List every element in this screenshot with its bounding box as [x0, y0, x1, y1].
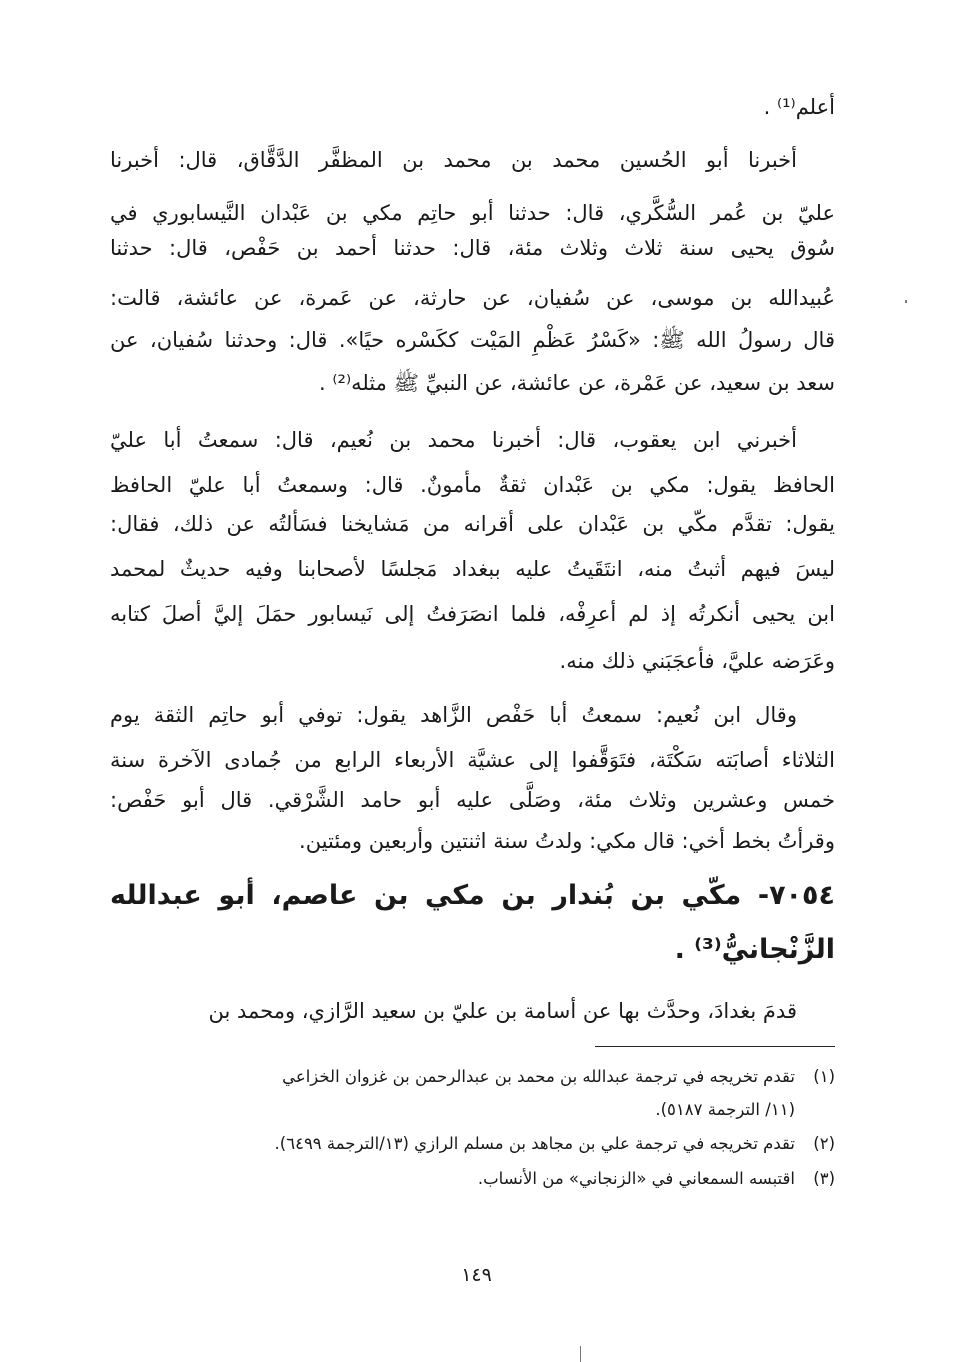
- footnote: [110, 1131, 835, 1157]
- text-line: وقرأتُ بخط أخي: قال مكي: ولدتُ سنة اثنتين وأربعين ومئتين.: [299, 829, 835, 853]
- text-line: أعلم⁽¹⁾ .: [763, 95, 835, 119]
- text-line: الثلاثاء أصابَته سَكْتَة، فتَوَقَّفوا إلى عشيَّة الأربعاء الرابع من جُمادى الآخرة سنة: [110, 748, 835, 772]
- footnote-number: (٢): [813, 1134, 835, 1153]
- footnote-text: اقتبسه السمعاني في «الزنجاني» من الأنساب.: [477, 1169, 795, 1188]
- text-line: وقال ابن نُعيم: سمعتُ أبا حَفْص الزَّاهد يقول: توفي أبو حاتِم الثقة يوم: [110, 703, 797, 727]
- text-line: أخبرني ابن يعقوب، قال: أخبرنا محمد بن نُعيم، قال: سمعتُ أبا عليّ: [110, 428, 797, 452]
- footnote-separator: [595, 1046, 835, 1047]
- text-line: خمس وعشرين وثلاث مئة، وصَلَّى عليه أبو حامد الشَّرْقي. قال أبو حَفْص:: [110, 788, 835, 812]
- text-line: قال رسولُ الله ﷺ: «كَسْرُ عَظْمِ المَيْت ككَسْره حيًا». قال: وحدثنا سُفيان، عن: [110, 328, 835, 352]
- text-line: ليسَ فيهم أثبتُ منه، انتَقَيتُ عليه ببغداد مَجلسًا لأصحابنا وفيه حديثٌ لمحمد: [110, 557, 835, 581]
- footnote: [110, 1166, 835, 1192]
- text-line: سُوق يحيى سنة ثلاث وثلاث مئة، قال: حدثنا أحمد بن حَفْص، قال: حدثنا: [110, 236, 835, 260]
- scan-speck: [905, 300, 907, 303]
- text-line: الحافظ يقول: مكي بن عَبْدان ثقةٌ مأمونٌ. قال: وسمعتُ أبا عليّ الحافظ: [110, 473, 835, 497]
- text-line: وعَرَضه عليَّ، فأعجَبَني ذلك منه.: [559, 649, 835, 673]
- text-line: عليّ بن عُمر السُّكَّري، قال: حدثنا أبو حاتِم مكي بن عَبْدان النَّيسابوري في: [110, 201, 835, 225]
- entry-heading: ٧٠٥٤- مكّي بن بُندار بن مكي بن عاصم، أبو عبدالله: [110, 880, 835, 911]
- footnote-continuation: (١١/ الترجمة ٥١٨٧).: [655, 1100, 795, 1119]
- book-page: [110, 88, 835, 1348]
- page-number: ١٤٩: [461, 1264, 492, 1286]
- footnote-number: (١): [813, 1067, 835, 1086]
- text-line: سعد بن سعيد، عن عَمْرة، عن عائشة، عن النبيِّ ﷺ مثله⁽²⁾ .: [319, 371, 835, 395]
- text-line: قدمَ بغدادَ، وحدَّث بها عن أسامة بن عليّ بن سعيد الرَّازي، ومحمد بن: [208, 999, 797, 1023]
- text-line: يقول: تقدَّم مكّي بن عَبْدان على أقرانه من مَشايخنا فسَألتُه عن ذلك، فقال:: [110, 512, 835, 536]
- entry-heading: الزَّنْجانيُّ⁽³⁾ .: [674, 934, 835, 965]
- text-line: ابن يحيى أنكرتُه إذ لم أعرِفْه، فلما انصَرَفتُ إلى نَيسابور حمَلَ إليَّ أصلَ كتابه: [110, 602, 835, 626]
- footnote-text: تقدم تخريجه في ترجمة عبدالله بن محمد بن عبدالرحمن بن غزوان الخزاعي: [282, 1067, 795, 1086]
- footnote-number: (٣): [813, 1169, 835, 1188]
- footnote-text: تقدم تخريجه في ترجمة علي بن مجاهد بن مسلم الرازي (١٣/الترجمة ٦٤٩٩).: [274, 1134, 795, 1153]
- scan-edge-line: [580, 1346, 581, 1362]
- text-line: أخبرنا أبو الحُسين محمد بن محمد بن المظفَّر الدَّقَّاق، قال: أخبرنا: [110, 148, 797, 172]
- text-line: عُبيدالله بن موسى، عن سُفيان، عن حارثة، عن عَمرة، عن عائشة، قالت:: [110, 286, 835, 310]
- footnote: [110, 1064, 835, 1090]
